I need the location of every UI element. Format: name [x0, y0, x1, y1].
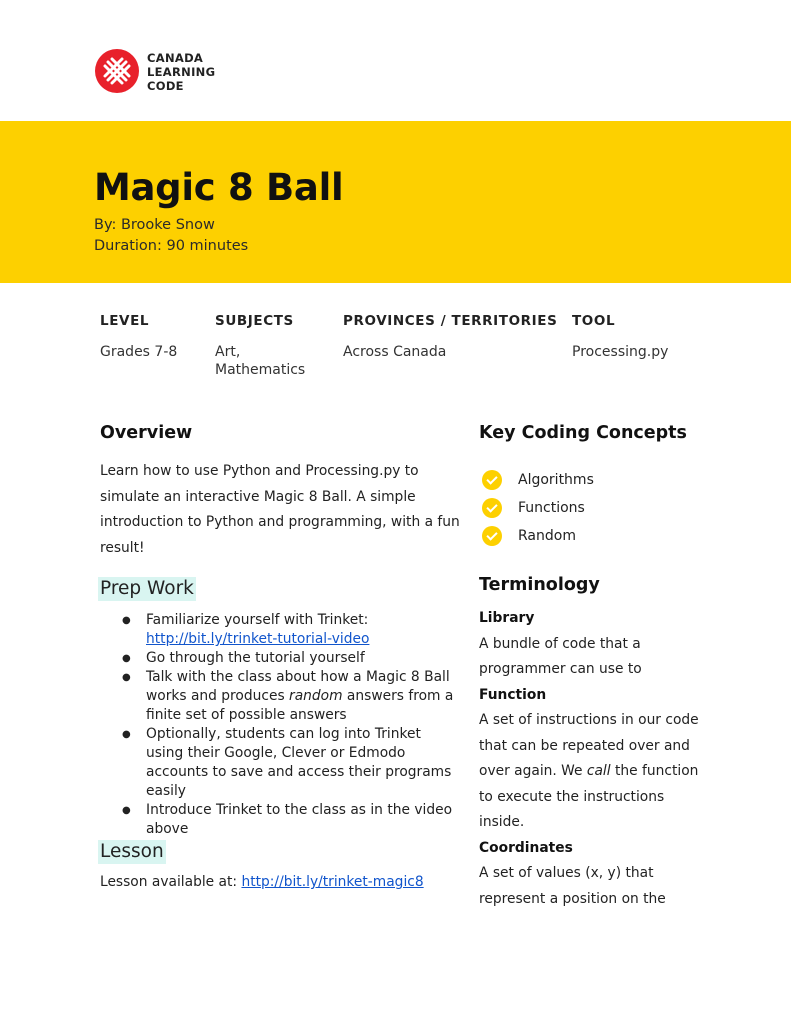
check-circle-icon: [482, 526, 502, 546]
tool-label: TOOL: [572, 313, 616, 329]
overview-line-2: simulate an interactive Magic 8 Ball. A simple: [100, 488, 416, 505]
concept-label: Functions: [518, 500, 585, 516]
key-concepts-heading: Key Coding Concepts: [479, 423, 687, 443]
key-concepts-list: [482, 466, 594, 550]
prep-item-3-post: answers from a finite set of possible answers: [146, 688, 454, 723]
title-banner: [0, 121, 791, 283]
lesson-heading: Lesson: [100, 841, 164, 862]
prep-item-3-pre: Talk with the class about how a Magic 8 Ball works and produces: [146, 669, 450, 704]
subjects-value-line-1: Art,: [215, 344, 241, 360]
term-library-line-2: programmer can use to: [479, 661, 642, 677]
level-value: Grades 7-8: [100, 344, 178, 360]
logo-line-2: LEARNING: [147, 65, 216, 79]
term-function-line-3: [479, 759, 699, 785]
prep-item-1-text: Familiarize yourself with Trinket:: [146, 612, 369, 628]
level-label: LEVEL: [100, 313, 150, 329]
term-coordinates-def: [479, 861, 699, 912]
term-library-line-1: A bundle of code that a: [479, 635, 641, 652]
overview-line-4: result!: [100, 539, 145, 556]
concept-label: Random: [518, 528, 576, 544]
term-function-def: [479, 708, 699, 836]
duration: Duration: 90 minutes: [94, 238, 249, 254]
logo-line-1: CANADA: [147, 51, 204, 65]
list-item: [120, 668, 460, 725]
prep-work-list: [120, 611, 460, 839]
overview-line-3: introduction to Python and programming, with a fun: [100, 514, 460, 530]
lesson-text: [100, 870, 424, 896]
terminology-list: [479, 606, 699, 912]
list-item: [482, 522, 594, 550]
list-item: ● Optionally, students can log into Trinket using their Google, Clever or Edmodo accounts to save and access their programs easily: [120, 725, 460, 801]
subjects-value: [215, 343, 305, 379]
overview-text: [100, 459, 460, 561]
term-library-def: [479, 632, 699, 683]
term-coordinates-name: Coordinates: [479, 839, 573, 856]
list-item: [482, 466, 594, 494]
prep-work-heading: Prep Work: [100, 578, 194, 599]
term-library-name: Library: [479, 610, 535, 626]
term-function-emphasis: call: [586, 763, 611, 779]
term-function-name: Function: [479, 686, 547, 703]
lesson-prefix: Lesson available at:: [100, 874, 242, 890]
term-function-line-4: to execute the instructions: [479, 788, 665, 805]
overview-line-1: Learn how to use Python and Processing.py to: [100, 463, 419, 479]
term-function-line-3-pre: over again. We: [479, 763, 587, 779]
provinces-value: Across Canada: [343, 344, 447, 360]
logo-line-3: CODE: [147, 79, 184, 93]
term-coordinates-line-1: A set of values (x, y) that: [479, 865, 654, 881]
canada-learning-code-logo-icon: [95, 49, 139, 93]
canada-learning-code-logo: [95, 47, 255, 95]
subjects-value-line-2: Mathematics: [215, 362, 306, 378]
subjects-label: SUBJECTS: [215, 313, 294, 329]
list-item: [482, 494, 594, 522]
term-function-line-5: inside.: [479, 814, 525, 830]
prep-item-3-emphasis: random: [289, 688, 343, 704]
trinket-tutorial-link[interactable]: http://bit.ly/trinket-tutorial-video: [146, 631, 370, 647]
term-coordinates-line-2: represent a position on the: [479, 890, 666, 907]
terminology-heading: Terminology: [479, 575, 600, 595]
list-item: ● Introduce Trinket to the class as in the video above: [120, 801, 460, 839]
overview-heading: Overview: [100, 423, 193, 443]
check-circle-icon: [482, 498, 502, 518]
term-function-line-3-post: the function: [610, 763, 699, 779]
page-title: Magic 8 Ball: [94, 166, 344, 209]
logo-wordmark: [147, 51, 215, 93]
author: By: Brooke Snow: [94, 217, 215, 233]
term-function-line-1: A set of instructions in our code: [479, 712, 699, 728]
list-item: ● Go through the tutorial yourself: [120, 649, 460, 668]
byline: [94, 215, 248, 257]
term-function-line-2: that can be repeated over and: [479, 737, 690, 754]
trinket-magic8-link[interactable]: http://bit.ly/trinket-magic8: [241, 874, 424, 890]
tool-value: Processing.py: [572, 344, 669, 360]
provinces-label: PROVINCES / TERRITORIES: [343, 313, 558, 329]
check-circle-icon: [482, 470, 502, 490]
concept-label: Algorithms: [518, 472, 594, 488]
list-item: [120, 611, 460, 649]
